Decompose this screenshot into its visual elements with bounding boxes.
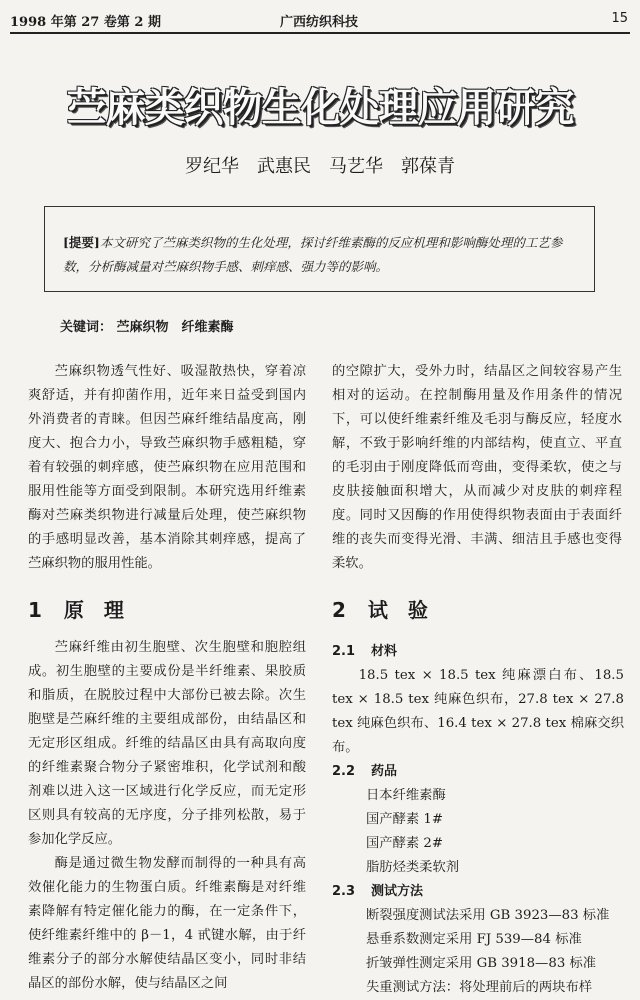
intro-left-column (28, 360, 306, 576)
keywords-text: 苎麻织物 纤维素酶 (116, 320, 234, 335)
abstract-box (44, 206, 595, 292)
section-title: 试 验 (367, 598, 428, 622)
section-number: 1 (28, 598, 42, 622)
subsection-methods-heading: 2.3 测试方法 (332, 884, 424, 899)
running-header (10, 8, 630, 34)
journal-name: 广西纺织科技 (280, 15, 359, 30)
journal-issue: 1998 年第 27 卷第 2 期 (10, 15, 161, 30)
section-number: 2 (332, 598, 346, 622)
section-title: 原 理 (63, 598, 124, 622)
abstract-label: [提要] (63, 235, 100, 250)
paper-title: 苎麻类织物生化处理应用研究 (66, 85, 574, 131)
section-1-body (28, 636, 306, 996)
section-2-heading (332, 594, 450, 623)
principle-paragraph-1: 苎麻纤维由初生胞壁、次生胞壁和胞腔组成。初生胞壁的主要成份是半纤维素、果胶质和脂质，在脱胶过程中大部份已被去除。次生胞壁是苎麻纤维的主要组成部份，由结晶区和无定形区组成。纤维的结晶区由具有高取向度的纤维素聚合物分子紧密堆积，化学试剂和酸剂难以进入这一区域进行化学反应，而无定形区则具有较高的无序度，分子排列松散，易于参加化学反应。 (28, 640, 306, 847)
chemicals-list (332, 784, 624, 880)
authors: 罗纪华 武惠民 马艺华 郭葆青 (185, 156, 455, 177)
list-item: 悬垂系数测定采用 FJ 539—84 标准 (366, 932, 582, 947)
keywords-label: 关键词： (60, 320, 113, 335)
keywords (60, 316, 234, 335)
subsection-chemicals-heading: 2.2 药品 (332, 764, 398, 779)
section-2-body (332, 640, 624, 1000)
list-item: 折皱弹性测定采用 GB 3918—83 标准 (366, 956, 597, 971)
abstract-text: 本文研究了苎麻类织物的生化处理，探讨纤维素酶的反应机理和影响酶处理的工艺参数，分析酶减量对苎麻织物手感、刺痒感、强力等的影响。 (63, 235, 563, 274)
list-item: 断裂强度测试法采用 GB 3923—83 标准 (366, 908, 610, 923)
list-item: 脂肪烃类柔软剂 (366, 860, 460, 875)
intro-right-column (332, 360, 622, 576)
section-1-heading (28, 594, 146, 623)
materials-text: 18.5 tex × 18.5 tex 纯麻漂白布、18.5 tex × 18.5 tex 纯麻色织布，27.8 tex × 27.8 tex 纯麻色织布、16.4 tex × 27.8 tex 棉麻交织布。 (332, 668, 624, 755)
page-number: 15 (611, 11, 628, 26)
list-item: 国产酵素 2# (366, 836, 444, 851)
subsection-materials-heading: 2.1 材料 (332, 644, 398, 659)
list-item: 失重测试方法：将处理前后的两块布样 (366, 980, 593, 995)
intro-continued-paragraph: 的空隙扩大，受外力时，结晶区之间较容易产生相对的运动。在控制酶用量及作用条件的情况下，可以使纤维素纤维及毛羽与酶反应，轻度水解，不致于影响纤维的内部结构，使直立、平直的毛羽由于刚度降低而弯曲，变得柔软，使之与皮肤接触面积增大，从而减少对皮肤的刺痒程度。同时又因酶的作用使得织物表面由于表面纤维的丧失而变得光滑、丰满、细洁且手感也变得柔软。 (332, 364, 622, 571)
principle-paragraph-2: 酶是通过微生物发酵而制得的一种具有高效催化能力的生物蛋白质。纤维素酶是对纤维素降解有特定催化能力的酶，在一定条件下，使纤维素纤维中的 β－1，4 甙键水解，由于纤维素分子的部分水解使结晶区变小，同时非结晶区的部份水解，使与结晶区之间 (28, 856, 306, 991)
methods-list (332, 904, 624, 1000)
list-item: 国产酵素 1# (366, 812, 444, 827)
list-item: 日本纤维素酶 (366, 788, 446, 803)
intro-paragraph: 苎麻织物透气性好、吸湿散热快，穿着凉爽舒适，并有抑菌作用，近年来日益受到国内外消费者的青睐。但因苎麻纤维结晶度高，刚度大、抱合力小，导致苎麻织物手感粗糙，穿着有较强的刺痒感，使苎麻织物在应用范围和服用性能等方面受到限制。本研究选用纤维素酶对苎麻类织物进行减量后处理，使苎麻织物的手感明显改善，基本消除其刺痒感，提高了苎麻织物的服用性能。 (28, 364, 306, 571)
